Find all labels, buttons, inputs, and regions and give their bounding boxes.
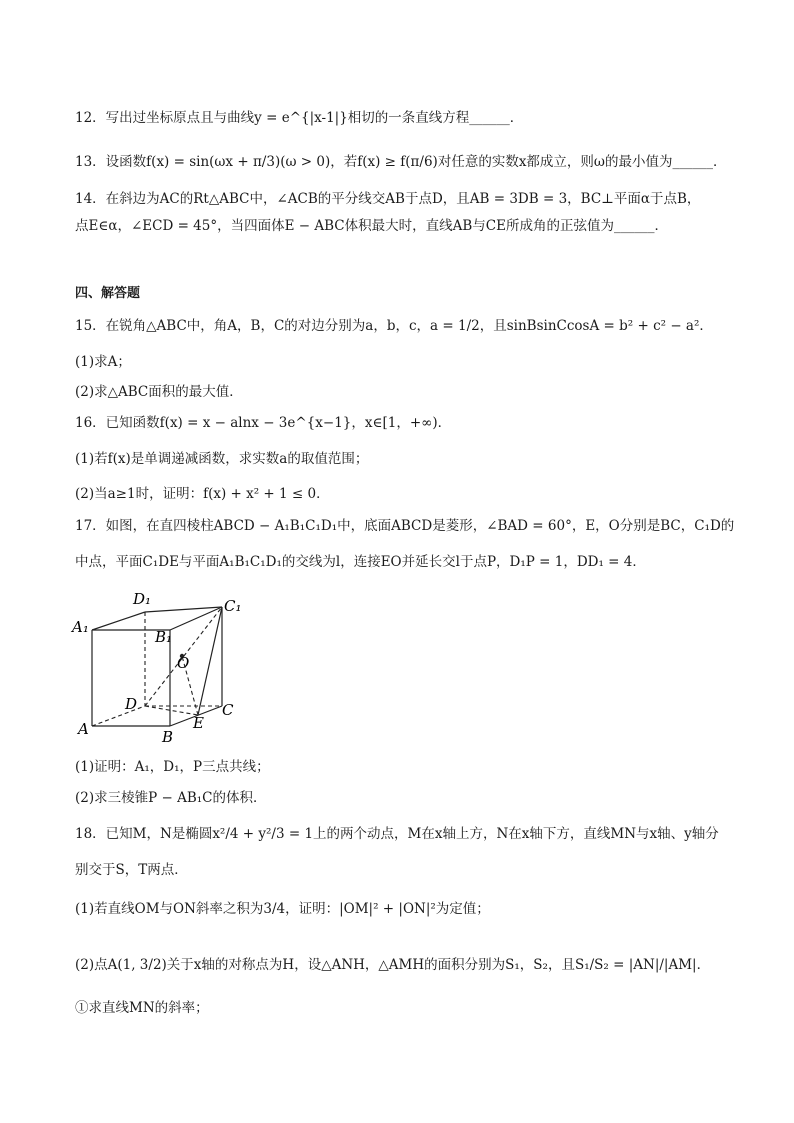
label-C: C: [222, 701, 234, 719]
line-q17-1: (1)证明：A₁，D₁，P三点共线；: [75, 759, 270, 775]
line-q15-2: (2)求△ABC面积的最大值．: [75, 384, 243, 400]
line-q14a: 14．在斜边为AC的Rt△ABC中，∠ACB的平分线交AB于点D，且AB = 3DB = 3，BC⊥平面α于点B，: [75, 191, 701, 207]
label-O: O: [177, 654, 190, 672]
line-q18-2-1: ①求直线MN的斜率；: [75, 1000, 209, 1016]
label-D: D: [125, 695, 138, 713]
line-q18-1: (1)若直线OM与ON斜率之积为3/4，证明：|OM|² + |ON|²为定值；: [75, 901, 490, 917]
line-q13: 13．设函数f(x) = sin(ωx + π/3)(ω > 0)，若f(x) ≥ f(π/6)对任意的实数x都成立，则ω的最小值为______．: [75, 154, 727, 170]
label-B1: B₁: [155, 628, 173, 646]
prism-figure: [70, 588, 250, 748]
line-q17b: 中点，平面C₁DE与平面A₁B₁C₁D₁的交线为l，连接EO并延长交l于点P，D₁P = 1，DD₁ = 4．: [75, 554, 646, 570]
label-A: A: [78, 720, 89, 738]
line-q16: 16．已知函数f(x) = x − alnx − 3e^{x−1}，x∈[1，+∞)．: [75, 415, 452, 431]
label-C1: C₁: [224, 597, 242, 615]
line-q18a: 18．已知M，N是椭圆x²/4 + y²/3 = 1上的两个动点，M在x轴上方，N在x轴下方，直线MN与x轴、y轴分: [75, 826, 719, 842]
line-q15: 15．在锐角△ABC中，角A，B，C的对边分别为a，b，c，a = 1/2，且sinBsinCcosA = b² + c² − a²．: [75, 318, 713, 334]
line-q17-2: (2)求三棱锥P − AB₁C的体积．: [75, 790, 267, 806]
line-q14b: 点E∈α，∠ECD = 45°，当四面体E − ABC体积最大时，直线AB与CE所成角的正弦值为______．: [75, 218, 668, 234]
label-A1: A₁: [72, 618, 89, 636]
line-q17a: 17．如图，在直四棱柱ABCD − A₁B₁C₁D₁中，底面ABCD是菱形，∠BAD = 60°，E，O分别是BC，C₁D的: [75, 518, 735, 534]
line-q12: 12．写出过坐标原点且与曲线y = e^{|x-1|}相切的一条直线方程______．: [75, 110, 524, 126]
line-q16-2: (2)当a≥1时，证明：f(x) + x² + 1 ≤ 0．: [75, 486, 330, 502]
line-q18-2: (2)点A(1, 3/2)关于x轴的对称点为H，设△ANH，△AMH的面积分别为S₁，S₂，且S₁/S₂ = |AN|/|AM|．: [75, 957, 711, 973]
line-q15-1: (1)求A；: [75, 354, 131, 370]
section-heading: 四、解答题: [75, 286, 141, 301]
line-q16-1: (1)若f(x)是单调递减函数，求实数a的取值范围；: [75, 451, 369, 467]
label-E: E: [193, 714, 204, 732]
line-q18b: 别交于S，T两点．: [75, 862, 188, 878]
label-B: B: [162, 728, 174, 746]
label-D1: D₁: [133, 590, 152, 608]
